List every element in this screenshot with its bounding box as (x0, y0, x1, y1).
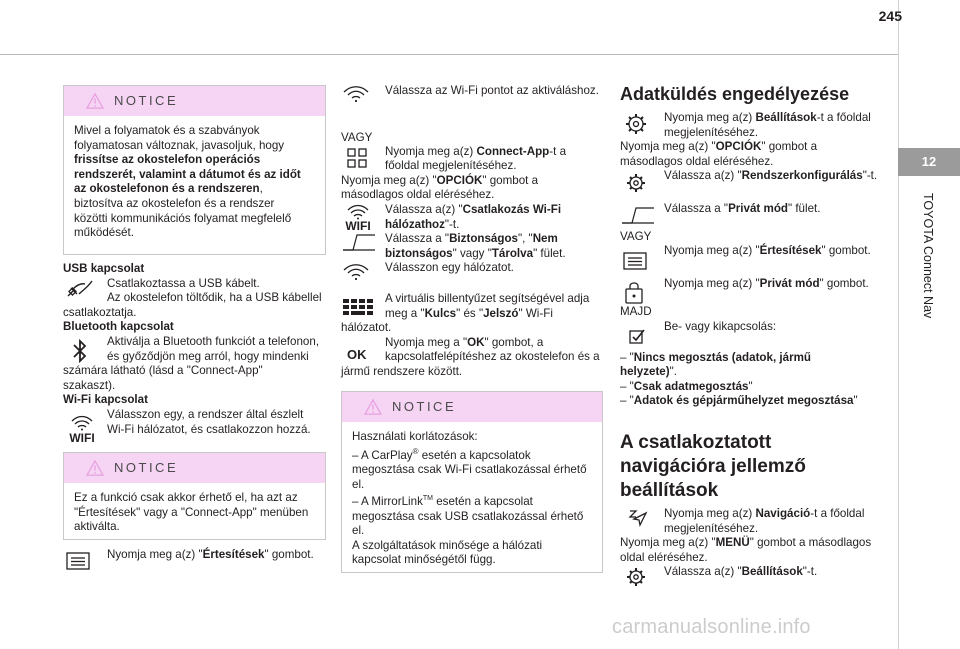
notice-title: NOTICE (114, 459, 179, 475)
text-line: kapcsolatfelépítéshez az okostelefon és a (385, 350, 600, 364)
notice-header (64, 86, 325, 116)
text-line: -t a (549, 144, 567, 158)
text-line: " gombot a másodlagos (749, 536, 872, 550)
text-line: Az okostelefon töltődik, ha a USB kábellel (107, 291, 322, 305)
watermark: carmanualsonline.info (612, 616, 811, 638)
warning-icon (86, 460, 104, 476)
text-line: és győződjön meg arról, hogy mindenki (107, 349, 309, 363)
text-line: közötti kommunikációs folyamat megfelelő (74, 211, 292, 225)
text-line: megjelenítéséhez. (664, 125, 759, 139)
notice-title: NOTICE (392, 398, 457, 414)
text-line: " gombot. (821, 244, 871, 258)
text-line: Válassza a " (664, 201, 729, 215)
text-line: Válassza a " (385, 232, 450, 246)
header-rule (0, 54, 898, 55)
text-line: Aktiválja a Bluetooth funkciót a telefonon, (107, 334, 320, 348)
text-bold: Biztonságos (449, 232, 518, 246)
text-line: el. (352, 477, 365, 491)
text-bold: Értesítések (202, 548, 265, 561)
text-line: – " (620, 379, 634, 393)
notice-body (64, 483, 325, 543)
notice-body (342, 422, 602, 576)
text-bold: helyzete) (620, 365, 670, 379)
text-line: " gombot. (819, 276, 869, 290)
text-line: Be- vagy kikapcsolás: (664, 319, 777, 333)
text-bold: Navigáció (755, 507, 811, 520)
text-bold: biztonságos (385, 246, 453, 260)
page-number: 245 (878, 8, 902, 24)
text-line: Nyomja meg a(z) " (620, 536, 716, 550)
text-line: Válassza az Wi-Fi pontot az aktiváláshoz. (385, 84, 599, 97)
text-line: " fület. (533, 246, 566, 260)
keyboard-step (341, 292, 603, 380)
bluetooth-icon (69, 337, 91, 365)
text-line: meg a " (385, 306, 425, 320)
text-line: " gombot a (761, 140, 818, 154)
text-bold: Kulcs (424, 306, 457, 320)
or-label: VAGY (341, 131, 373, 144)
text-line: másodlagos oldal eléréséhez. (620, 154, 774, 168)
text-line: ". (669, 365, 677, 379)
wifi-icon (341, 84, 371, 106)
text-bold: frissítse az okostelefon operációs (74, 153, 261, 167)
ok-icon (347, 344, 375, 362)
text-line: megjelenítéséhez. (664, 521, 759, 535)
text-line: Wi-Fi hálózatot, és csatlakozzon hozzá. (107, 422, 311, 436)
text-line: megosztása csak USB csatlakozással érhető (352, 509, 584, 523)
private-mode-icon (622, 281, 648, 307)
text-line: " vagy " (452, 246, 492, 260)
text-line: Használati korlátozások: (352, 430, 478, 443)
text-bold: hálózathoz (385, 217, 445, 231)
text-bold: MENÜ (715, 536, 750, 550)
text-line: szakaszt). (63, 378, 116, 392)
text-line: biztosítva az okostelefon és a rendszer (74, 196, 275, 210)
settings-gear-icon (622, 564, 650, 590)
text-line: Válassza a(z) " (385, 202, 463, 216)
text-line: Nyomja meg a(z) (385, 144, 477, 158)
svg-text:WIFI: WIFI (69, 431, 95, 444)
tab-icon (620, 204, 656, 226)
svg-text:WIFI: WIFI (345, 219, 371, 232)
section-heading: Bluetooth kapcsolat (63, 320, 174, 334)
chapter-tab-number[interactable]: 12 (898, 148, 960, 176)
text-line: Nyomja meg a(z) " (664, 244, 760, 258)
text-bold: OK (467, 335, 485, 349)
connected-nav-section (620, 431, 882, 580)
warning-icon (364, 399, 382, 415)
text-bold: Nincs megosztás (adatok, jármű (633, 350, 811, 364)
text-line: jármű rendszere között. (341, 364, 463, 378)
text-bold: Értesítések (759, 244, 822, 258)
notice-box-update (63, 85, 326, 255)
then-label: MAJD (620, 305, 652, 319)
wifi-text-icon (341, 202, 375, 232)
text-line: Nyomja meg a(z) " (341, 173, 437, 187)
text-line: Nyomja meg a(z) " (107, 548, 203, 561)
tab-icon (341, 231, 377, 253)
text-line: Nyomja meg a(z) " (664, 276, 760, 290)
connect-app-icon (345, 147, 369, 169)
system-config-icon (622, 170, 650, 196)
text-line: kapcsolat minőségétől függ. (352, 553, 496, 567)
warning-icon (86, 93, 104, 109)
text-bold: Beállítások (741, 565, 803, 579)
text-line: " fület. (787, 201, 821, 215)
text-line: Csatlakoztassa a USB kábelt. (107, 276, 260, 290)
wifi-steps (341, 84, 603, 99)
text-bold: Adatok és gépjárműhelyzet megosztása (633, 394, 854, 408)
side-divider (898, 0, 899, 649)
notice-body (64, 116, 325, 249)
text-line: A szolgáltatások minősége a hálózati (352, 538, 543, 552)
text-bold: Tárolva (491, 246, 534, 260)
text-line: " (748, 379, 753, 393)
text-line: A virtuális billentyűzet segítségével adja (385, 292, 590, 305)
section-heading: Wi-Fi kapcsolat (63, 393, 148, 407)
text-line: csatlakoztatja. (63, 305, 137, 319)
text-sup: ® (412, 446, 419, 456)
title-line: A csatlakoztatott (620, 432, 772, 453)
text-bold: Privát mód (759, 276, 820, 290)
text-line: esetén a kapcsolatok (418, 448, 531, 462)
chapter-tab-label: TOYOTA Connect Nav (921, 193, 935, 319)
text-line: esetén a kapcsolat (433, 495, 533, 509)
notifications-icon (65, 550, 91, 572)
data-sending-section (620, 84, 882, 409)
usb-icon (65, 278, 95, 300)
settings-gear-icon (624, 112, 648, 136)
notifications-step (63, 548, 326, 563)
text-line: folyamatosan változnak, javasoljuk, hogy (74, 138, 285, 152)
text-line: "-t. (444, 217, 460, 231)
text-line: " gombot. (264, 548, 314, 561)
text-line: – A MirrorLink (352, 495, 423, 509)
text-bold: Beállítások (755, 111, 817, 124)
text-line: hálózatot. (341, 321, 392, 335)
title-line: beállítások (620, 480, 719, 501)
text-line: működését. (74, 226, 134, 240)
section-heading: USB kapcsolat (63, 262, 145, 275)
text-line: megosztása csak Wi-Fi csatlakozással érhető (352, 463, 587, 477)
text-line: Ez a funkció csak akkor érhető el, ha azt az (74, 491, 298, 504)
text-line: Válasszon egy, a rendszer által észlelt (107, 407, 304, 421)
keyboard-icon (341, 296, 375, 318)
text-line: " és " (456, 306, 484, 320)
text-line: Nyomja meg a " (385, 335, 468, 349)
text-bold: OPCIÓK (715, 140, 762, 154)
notice-title: NOTICE (114, 92, 179, 108)
ok-icon-label: OK (347, 347, 367, 362)
text-bold: Csak adatmegosztás (633, 379, 749, 393)
text-line: – " (620, 394, 634, 408)
notice-box-restrictions (341, 391, 603, 573)
notifications-icon (622, 250, 648, 272)
text-line: Nyomja meg a(z) (664, 111, 756, 124)
text-bold: az okostelefonon és a rendszeren (74, 182, 260, 196)
text-line: -t a főoldal (816, 111, 871, 124)
text-bold: Rendszerkonfigurálás (741, 169, 863, 183)
text-line: ", " (518, 232, 533, 246)
text-line: főoldal megjelenítéséhez. (385, 159, 517, 173)
text-line: oldal eléréséhez. (620, 550, 708, 564)
text-line: " Wi-Fi (518, 306, 553, 320)
or-label: VAGY (620, 229, 652, 243)
text-line: – " (620, 350, 634, 364)
notice-box-activation (63, 452, 326, 540)
text-line: "Értesítések" vagy a "Connect-App" menüben (74, 505, 309, 519)
text-line: Válassza a(z) " (664, 565, 742, 579)
text-line: -t a főoldal (810, 507, 865, 520)
usb-section (63, 262, 326, 444)
text-line: számára látható (lásd a "Connect-App" (63, 364, 263, 378)
text-line: Nyomja meg a(z) " (620, 140, 716, 154)
text-line: " gombot, a (484, 335, 544, 349)
title-line: navigációra jellemző (620, 456, 806, 477)
text-line: , (259, 182, 263, 196)
text-bold: Connect-App (476, 144, 550, 158)
text-line: "-t. (862, 169, 878, 183)
checkbox-icon (628, 328, 646, 346)
wifi-text-icon (64, 412, 100, 444)
text-bold: rendszerét, valamint a dátumot és az időt (74, 167, 301, 181)
text-line: másodlagos oldal eléréséhez. (341, 188, 495, 202)
text-sup: TM (422, 495, 433, 503)
connect-app-steps (341, 131, 603, 276)
text-line: Válasszon egy hálózatot. (385, 261, 514, 275)
notice-header (342, 392, 602, 422)
wifi-icon (341, 262, 371, 284)
section-title: Adatküldés engedélyezése (620, 84, 850, 104)
text-bold: Csatlakozás Wi-Fi (462, 202, 562, 216)
text-bold: Privát mód (728, 201, 788, 215)
text-line: " (853, 394, 858, 408)
text-line: " gombot a (482, 173, 539, 187)
text-bold: Nem (532, 232, 558, 246)
text-line: – A CarPlay (352, 448, 413, 462)
text-bold: Jelszó (483, 306, 519, 320)
section-title (620, 431, 882, 503)
text-line: Nyomja meg a(z) (664, 507, 756, 520)
text-line: Válassza a(z) " (664, 169, 742, 183)
text-line: Mivel a folyamatok és a szabványok (74, 124, 260, 137)
text-line: aktiválta. (74, 520, 120, 534)
text-line: el. (352, 524, 365, 538)
notice-header (64, 453, 325, 483)
navigation-icon (626, 507, 650, 529)
text-line: "-t. (802, 565, 818, 579)
text-bold: OPCIÓK (436, 173, 483, 187)
